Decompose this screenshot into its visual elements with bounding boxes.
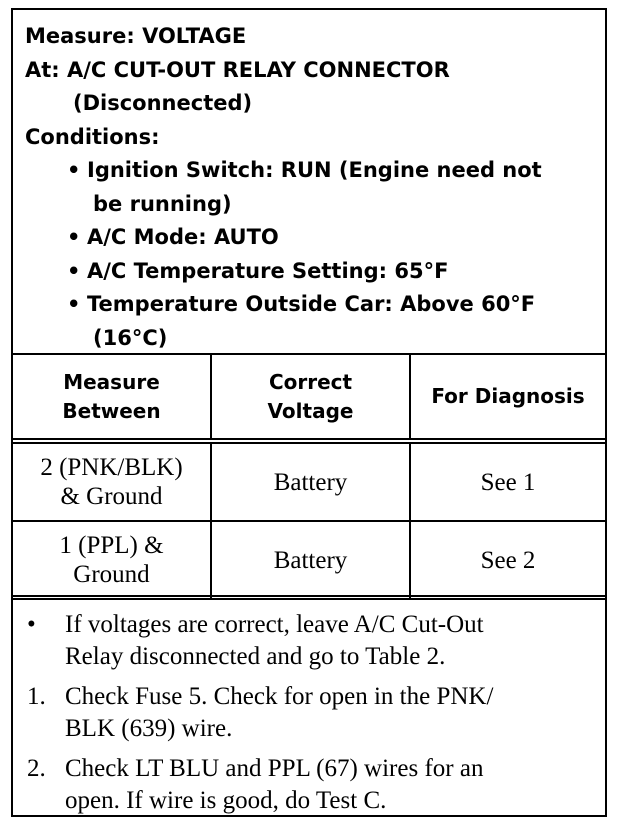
bullet-icon: • <box>67 158 81 182</box>
condition-item: • Ignition Switch: RUN (Engine need not <box>25 154 593 188</box>
note-item <box>27 681 595 745</box>
cell-correct-voltage: Battery <box>211 521 410 599</box>
cell-for-diagnosis: See 1 <box>410 441 605 521</box>
note-item <box>27 609 595 673</box>
condition-item: • A/C Mode: AUTO <box>25 221 593 255</box>
note-marker: 1. <box>27 683 46 710</box>
note-text: Check Fuse 5. Check for open in the PNK/ BLK (639) wire. <box>65 683 494 742</box>
location-heading: At: A/C CUT-OUT RELAY CONNECTOR <box>25 57 450 82</box>
diagnosis-notes <box>13 595 605 825</box>
cell-for-diagnosis: See 2 <box>410 521 605 599</box>
location-state: (Disconnected) <box>73 91 253 115</box>
condition-item: • Temperature Outside Car: Above 60°F <box>25 288 593 322</box>
condition-item: • A/C Temperature Setting: 65°F <box>25 255 593 289</box>
cell-correct-voltage: Battery <box>211 441 410 521</box>
note-text: If voltages are correct, leave A/C Cut-Out Relay disconnected and go to Table 2. <box>65 611 484 670</box>
bullet-icon: • <box>67 225 81 249</box>
condition-item-continuation: (16°C) <box>93 325 168 350</box>
cell-measure-between: 2 (PNK/BLK) & Ground <box>13 441 211 521</box>
conditions-label: Conditions: <box>25 124 160 149</box>
bullet-icon: • <box>67 292 81 316</box>
column-header-measure-between: Measure Between <box>13 354 211 441</box>
column-header-for-diagnosis: For Diagnosis <box>410 354 605 441</box>
note-text: Check LT BLU and PPL (67) wires for an open. If wire is good, do Test C. <box>65 755 484 814</box>
bullet-icon: • <box>67 258 81 283</box>
measure-heading: Measure: VOLTAGE <box>25 24 247 48</box>
note-marker: 2. <box>27 755 46 782</box>
measurement-table <box>13 353 605 600</box>
test-procedure-document <box>11 8 607 817</box>
table-row <box>13 441 605 521</box>
table-header-row <box>13 354 605 441</box>
cell-measure-between: 1 (PPL) & Ground <box>13 521 211 599</box>
note-marker: • <box>27 611 36 638</box>
test-conditions-header <box>13 10 605 353</box>
column-header-correct-voltage: Correct Voltage <box>211 354 410 441</box>
condition-item-continuation: be running) <box>93 191 232 216</box>
table-row <box>13 521 605 599</box>
note-item <box>27 753 595 817</box>
